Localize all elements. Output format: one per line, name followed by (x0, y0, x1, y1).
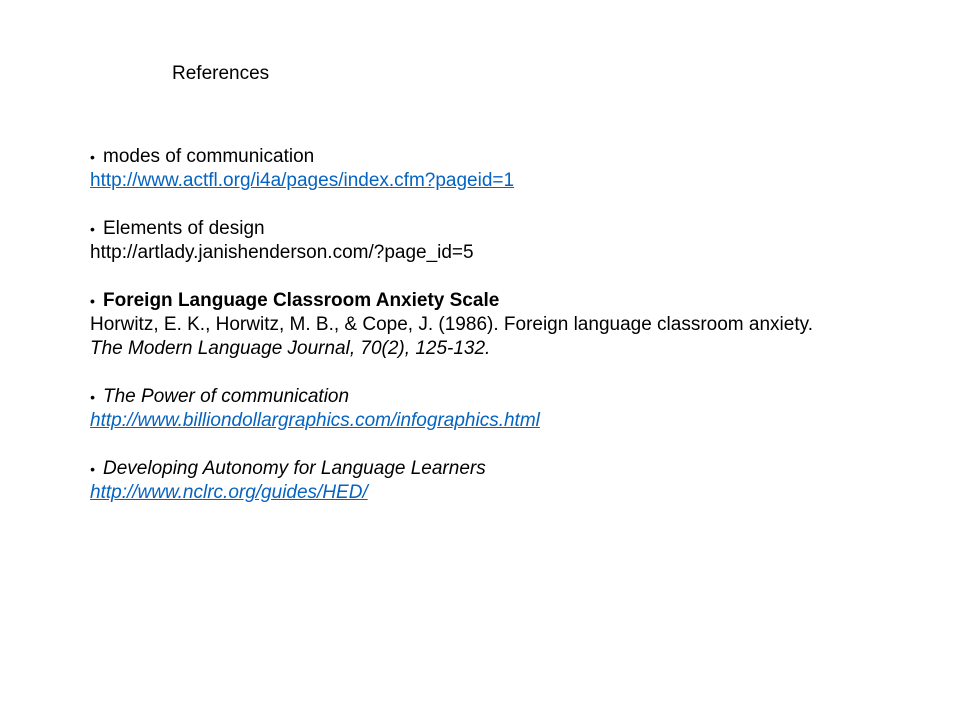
reference-item-elements-of-design (90, 217, 950, 265)
reference-link-nclrc[interactable]: http://www.nclrc.org/guides/HED/ (90, 482, 368, 503)
reference-heading: modes of communication (103, 146, 315, 167)
citation-authors-title: Horwitz, E. K., Horwitz, M. B., & Cope, J. (1986). Foreign language classroom anxiety. (90, 314, 813, 335)
page-title: References (172, 63, 270, 84)
reference-link-billiondollargraphics[interactable]: http://www.billiondollargraphics.com/infographics.html (90, 410, 540, 431)
reference-heading: The Power of communication (103, 386, 350, 407)
bullet-icon: • (90, 149, 95, 165)
bullet-icon: • (90, 461, 95, 477)
bullet-icon: • (90, 389, 95, 405)
reference-heading: Elements of design (103, 218, 265, 239)
bullet-icon: • (90, 293, 95, 309)
reference-item-developing-autonomy (90, 457, 950, 505)
reference-link-actfl[interactable]: http://www.actfl.org/i4a/pages/index.cfm?pageid=1 (90, 170, 515, 191)
bullet-icon: • (90, 221, 95, 237)
reference-heading: Developing Autonomy for Language Learners (103, 458, 486, 479)
reference-heading: Foreign Language Classroom Anxiety Scale (103, 290, 500, 311)
reference-list (90, 145, 950, 529)
reference-item-anxiety-scale (90, 289, 950, 361)
reference-url-artlady: http://artlady.janishenderson.com/?page_id=5 (90, 242, 474, 263)
reference-item-power-of-communication (90, 385, 950, 433)
reference-item-modes-of-communication (90, 145, 950, 193)
citation-journal: The Modern Language Journal, 70(2), 125-132. (90, 338, 491, 359)
